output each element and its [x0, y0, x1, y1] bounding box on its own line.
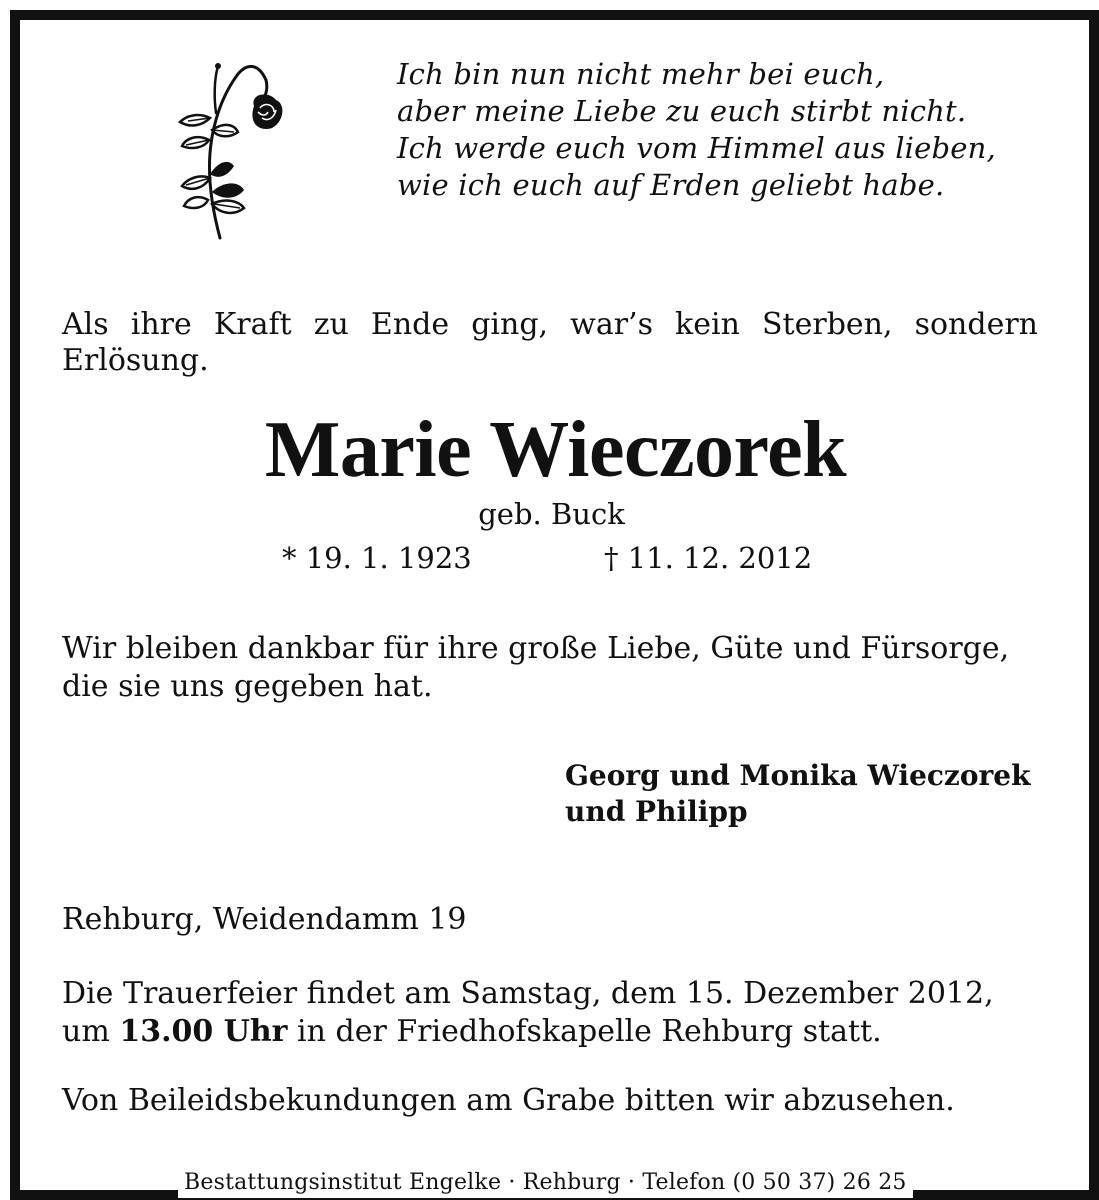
poem-line: aber meine Liebe zu euch stirbt nicht.	[397, 94, 967, 128]
thanks-text	[62, 630, 1042, 706]
deceased-name: Marie Wieczorek	[264, 406, 847, 494]
thanks-line: die sie uns gegeben hat.	[62, 669, 433, 704]
poem-line: wie ich euch auf Erden geliebt habe.	[397, 168, 945, 202]
rose-icon	[168, 58, 308, 244]
birth-date: * 19. 1. 1923	[282, 541, 472, 575]
service-prefix: um	[62, 1014, 110, 1049]
poem-line: Ich werde euch vom Himmel aus lieben,	[397, 131, 996, 165]
intro-text: Als ihre Kraft zu Ende ging, war’s kein Sterben, sondern Erlösung.	[62, 307, 1038, 378]
service-line-1: Die Trauerfeier findet am Samstag, dem 15. Dezember 2012,	[62, 976, 994, 1011]
service-time: 13.00 Uhr	[119, 1014, 288, 1049]
signer-line: und Philipp	[565, 795, 748, 828]
funeral-home-footer: Bestattungsinstitut Engelke · Rehburg · Telefon (0 50 37) 26 25	[178, 1168, 913, 1198]
signer-line: Georg und Monika Wieczorek	[565, 759, 1031, 792]
address: Rehburg, Weidendamm 19	[62, 902, 467, 937]
death-date: † 11. 12. 2012	[604, 541, 813, 575]
maiden-name: geb. Buck	[478, 497, 625, 531]
service-location: in der Friedhofskapelle Rehburg statt.	[297, 1014, 882, 1049]
thanks-line: Wir bleiben dankbar für ihre große Liebe, Güte und Fürsorge,	[62, 631, 1010, 666]
memorial-poem	[397, 56, 996, 204]
poem-line: Ich bin nun nicht mehr bei euch,	[397, 57, 885, 91]
service-line-2	[62, 1013, 994, 1051]
signers	[565, 758, 1030, 830]
service-announcement	[62, 975, 994, 1051]
condolence-note: Von Beileidsbekundungen am Grabe bitten wir abzusehen.	[62, 1083, 955, 1118]
